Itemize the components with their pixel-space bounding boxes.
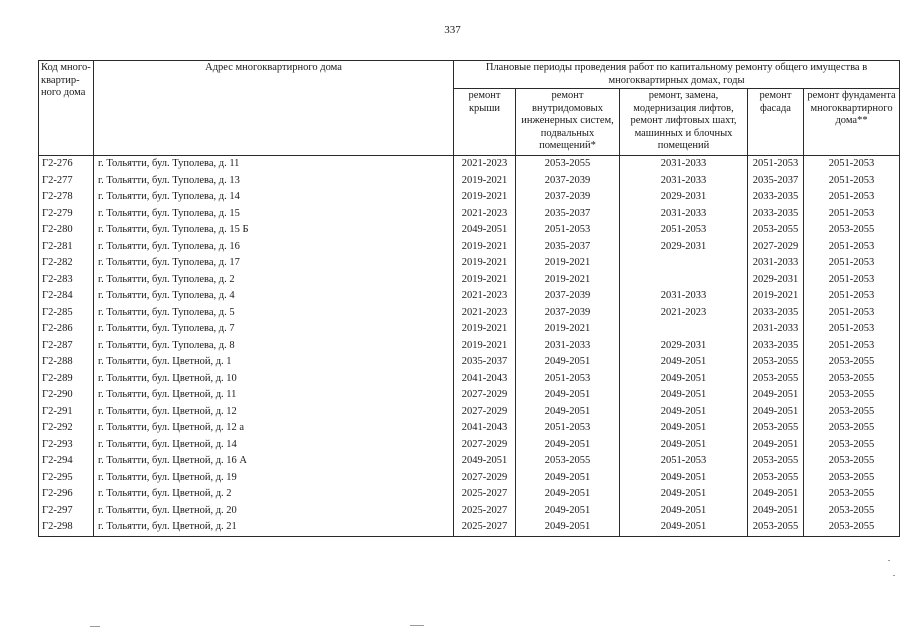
row-lifts: 2029-2031 [620,189,748,206]
header-facade: ремонт фасада [748,89,804,156]
table-body [39,156,900,537]
table-row [39,371,900,388]
row-roof: 2049-2051 [454,453,516,470]
row-facade: 2053-2055 [748,371,804,388]
row-address: г. Тольятти, бул. Туполева, д. 16 [94,239,454,256]
row-lifts: 2051-2053 [620,222,748,239]
row-address: г. Тольятти, бул. Цветной, д. 21 [94,519,454,536]
row-code: Г2-288 [39,354,94,371]
row-code: Г2-278 [39,189,94,206]
row-lifts: 2049-2051 [620,420,748,437]
row-code: Г2-277 [39,173,94,190]
row-systems: 2049-2051 [516,486,620,503]
table-row [39,453,900,470]
row-systems: 2035-2037 [516,239,620,256]
row-foundation: 2053-2055 [804,503,900,520]
header-address: Адрес многоквартирного дома [94,61,454,156]
row-roof: 2027-2029 [454,387,516,404]
row-roof: 2019-2021 [454,239,516,256]
row-roof: 2025-2027 [454,503,516,520]
table-row [39,354,900,371]
row-roof: 2027-2029 [454,437,516,454]
row-roof: 2019-2021 [454,321,516,338]
row-facade: 2019-2021 [748,288,804,305]
row-code: Г2-279 [39,206,94,223]
row-roof: 2049-2051 [454,222,516,239]
row-foundation: 2051-2053 [804,305,900,322]
row-facade: 2033-2035 [748,206,804,223]
row-lifts: 2049-2051 [620,503,748,520]
row-code: Г2-281 [39,239,94,256]
repair-schedule-table [38,60,900,537]
row-code: Г2-293 [39,437,94,454]
row-systems: 2049-2051 [516,404,620,421]
table-row [39,338,900,355]
row-address: г. Тольятти, бул. Цветной, д. 2 [94,486,454,503]
row-lifts [620,321,748,338]
table-row [39,437,900,454]
row-roof: 2025-2027 [454,486,516,503]
row-systems: 2049-2051 [516,437,620,454]
table-row [39,222,900,239]
row-code: Г2-287 [39,338,94,355]
row-roof: 2021-2023 [454,156,516,173]
row-address: г. Тольятти, бул. Туполева, д. 15 [94,206,454,223]
row-roof: 2021-2023 [454,206,516,223]
row-systems: 2019-2021 [516,321,620,338]
row-foundation: 2053-2055 [804,387,900,404]
row-facade: 2027-2029 [748,239,804,256]
row-roof: 2019-2021 [454,255,516,272]
row-foundation: 2051-2053 [804,272,900,289]
row-systems: 2053-2055 [516,156,620,173]
row-code: Г2-282 [39,255,94,272]
row-foundation: 2051-2053 [804,321,900,338]
header-systems: ремонт внутридомовых инженерных систем, подвальных помещений* [516,89,620,156]
row-lifts: 2029-2031 [620,338,748,355]
row-facade: 2053-2055 [748,453,804,470]
row-lifts: 2049-2051 [620,371,748,388]
table-row [39,503,900,520]
table-row [39,255,900,272]
row-systems: 2049-2051 [516,503,620,520]
scan-speck [90,626,100,627]
row-lifts: 2049-2051 [620,354,748,371]
row-foundation: 2051-2053 [804,255,900,272]
row-lifts: 2031-2033 [620,206,748,223]
table-row [39,404,900,421]
row-foundation: 2053-2055 [804,519,900,536]
row-roof: 2025-2027 [454,519,516,536]
row-address: г. Тольятти, бул. Цветной, д. 10 [94,371,454,388]
row-address: г. Тольятти, бул. Туполева, д. 11 [94,156,454,173]
row-lifts: 2031-2033 [620,288,748,305]
scan-speck [410,625,424,626]
row-lifts: 2031-2033 [620,156,748,173]
row-foundation: 2051-2053 [804,156,900,173]
row-systems: 2037-2039 [516,288,620,305]
row-foundation: 2053-2055 [804,371,900,388]
row-systems: 2049-2051 [516,354,620,371]
row-code: Г2-298 [39,519,94,536]
table-row [39,470,900,487]
row-facade: 2031-2033 [748,321,804,338]
row-code: Г2-290 [39,387,94,404]
row-roof: 2021-2023 [454,305,516,322]
row-address: г. Тольятти, бул. Цветной, д. 12 а [94,420,454,437]
row-code: Г2-292 [39,420,94,437]
row-facade: 2049-2051 [748,404,804,421]
row-code: Г2-294 [39,453,94,470]
row-foundation: 2051-2053 [804,338,900,355]
row-address: г. Тольятти, бул. Цветной, д. 20 [94,503,454,520]
row-lifts: 2049-2051 [620,470,748,487]
row-foundation: 2053-2055 [804,453,900,470]
table-row [39,156,900,173]
row-systems: 2049-2051 [516,387,620,404]
row-facade: 2049-2051 [748,387,804,404]
table-row [39,387,900,404]
row-lifts: 2051-2053 [620,453,748,470]
table-row [39,288,900,305]
row-lifts: 2049-2051 [620,519,748,536]
row-facade: 2051-2053 [748,156,804,173]
table-row [39,272,900,289]
row-facade: 2033-2035 [748,189,804,206]
table-row [39,206,900,223]
row-systems: 2031-2033 [516,338,620,355]
row-lifts: 2031-2033 [620,173,748,190]
row-lifts: 2021-2023 [620,305,748,322]
row-facade: 2035-2037 [748,173,804,190]
row-systems: 2051-2053 [516,371,620,388]
row-roof: 2027-2029 [454,470,516,487]
row-roof: 2027-2029 [454,404,516,421]
row-lifts: 2029-2031 [620,239,748,256]
row-code: Г2-283 [39,272,94,289]
row-facade: 2053-2055 [748,470,804,487]
row-systems: 2049-2051 [516,519,620,536]
row-address: г. Тольятти, бул. Цветной, д. 19 [94,470,454,487]
scan-speck [893,575,895,576]
row-lifts: 2049-2051 [620,404,748,421]
row-address: г. Тольятти, бул. Цветной, д. 1 [94,354,454,371]
row-systems: 2037-2039 [516,173,620,190]
header-lifts: ремонт, замена, модернизация лифтов, ремонт лифтовых шахт, машинных и блочных помещений [620,89,748,156]
row-address: г. Тольятти, бул. Туполева, д. 8 [94,338,454,355]
row-code: Г2-296 [39,486,94,503]
row-address: г. Тольятти, бул. Туполева, д. 14 [94,189,454,206]
row-code: Г2-297 [39,503,94,520]
row-foundation: 2053-2055 [804,486,900,503]
table-row [39,173,900,190]
row-foundation: 2053-2055 [804,470,900,487]
row-systems: 2053-2055 [516,453,620,470]
row-facade: 2053-2055 [748,420,804,437]
table-row [39,486,900,503]
table-row [39,189,900,206]
row-address: г. Тольятти, бул. Туполева, д. 15 Б [94,222,454,239]
row-facade: 2031-2033 [748,255,804,272]
row-foundation: 2053-2055 [804,222,900,239]
row-foundation: 2051-2053 [804,288,900,305]
row-lifts: 2049-2051 [620,437,748,454]
page-number: 337 [444,24,461,36]
row-address: г. Тольятти, бул. Туполева, д. 5 [94,305,454,322]
row-roof: 2019-2021 [454,189,516,206]
scan-speck [888,560,890,561]
row-facade: 2053-2055 [748,519,804,536]
row-facade: 2049-2051 [748,486,804,503]
table-row [39,420,900,437]
row-roof: 2019-2021 [454,173,516,190]
row-roof: 2041-2043 [454,420,516,437]
table-row [39,321,900,338]
row-facade: 2053-2055 [748,354,804,371]
table-row [39,305,900,322]
row-roof: 2021-2023 [454,288,516,305]
row-foundation: 2051-2053 [804,206,900,223]
row-foundation: 2051-2053 [804,173,900,190]
row-facade: 2029-2031 [748,272,804,289]
row-address: г. Тольятти, бул. Туполева, д. 13 [94,173,454,190]
table-row [39,239,900,256]
row-code: Г2-295 [39,470,94,487]
row-lifts: 2049-2051 [620,486,748,503]
header-periods: Плановые периоды проведения работ по капитальному ремонту общего имущества в многоквартирных домах, годы [454,61,900,89]
row-systems: 2019-2021 [516,272,620,289]
row-roof: 2035-2037 [454,354,516,371]
header-roof: ремонт крыши [454,89,516,156]
row-lifts: 2049-2051 [620,387,748,404]
row-foundation: 2051-2053 [804,189,900,206]
row-address: г. Тольятти, бул. Цветной, д. 12 [94,404,454,421]
row-code: Г2-285 [39,305,94,322]
header-foundation: ремонт фундамента многоквартирного дома** [804,89,900,156]
row-systems: 2019-2021 [516,255,620,272]
row-code: Г2-286 [39,321,94,338]
row-facade: 2049-2051 [748,503,804,520]
row-foundation: 2053-2055 [804,437,900,454]
header-row [39,61,900,89]
row-code: Г2-291 [39,404,94,421]
row-systems: 2051-2053 [516,222,620,239]
row-foundation: 2053-2055 [804,404,900,421]
row-systems: 2037-2039 [516,189,620,206]
row-foundation: 2053-2055 [804,354,900,371]
row-lifts [620,272,748,289]
row-address: г. Тольятти, бул. Цветной, д. 14 [94,437,454,454]
row-foundation: 2053-2055 [804,420,900,437]
row-systems: 2051-2053 [516,420,620,437]
row-facade: 2053-2055 [748,222,804,239]
row-address: г. Тольятти, бул. Цветной, д. 16 А [94,453,454,470]
row-systems: 2037-2039 [516,305,620,322]
row-foundation: 2051-2053 [804,239,900,256]
row-code: Г2-284 [39,288,94,305]
row-address: г. Тольятти, бул. Туполева, д. 17 [94,255,454,272]
row-roof: 2041-2043 [454,371,516,388]
row-code: Г2-280 [39,222,94,239]
row-facade: 2049-2051 [748,437,804,454]
row-systems: 2049-2051 [516,470,620,487]
row-code: Г2-289 [39,371,94,388]
row-address: г. Тольятти, бул. Цветной, д. 11 [94,387,454,404]
row-facade: 2033-2035 [748,305,804,322]
row-address: г. Тольятти, бул. Туполева, д. 2 [94,272,454,289]
row-systems: 2035-2037 [516,206,620,223]
row-code: Г2-276 [39,156,94,173]
row-address: г. Тольятти, бул. Туполева, д. 7 [94,321,454,338]
row-roof: 2019-2021 [454,272,516,289]
row-roof: 2019-2021 [454,338,516,355]
table-row [39,519,900,536]
header-code: Код много-квартир-ного дома [39,61,94,156]
row-facade: 2033-2035 [748,338,804,355]
row-address: г. Тольятти, бул. Туполева, д. 4 [94,288,454,305]
row-lifts [620,255,748,272]
